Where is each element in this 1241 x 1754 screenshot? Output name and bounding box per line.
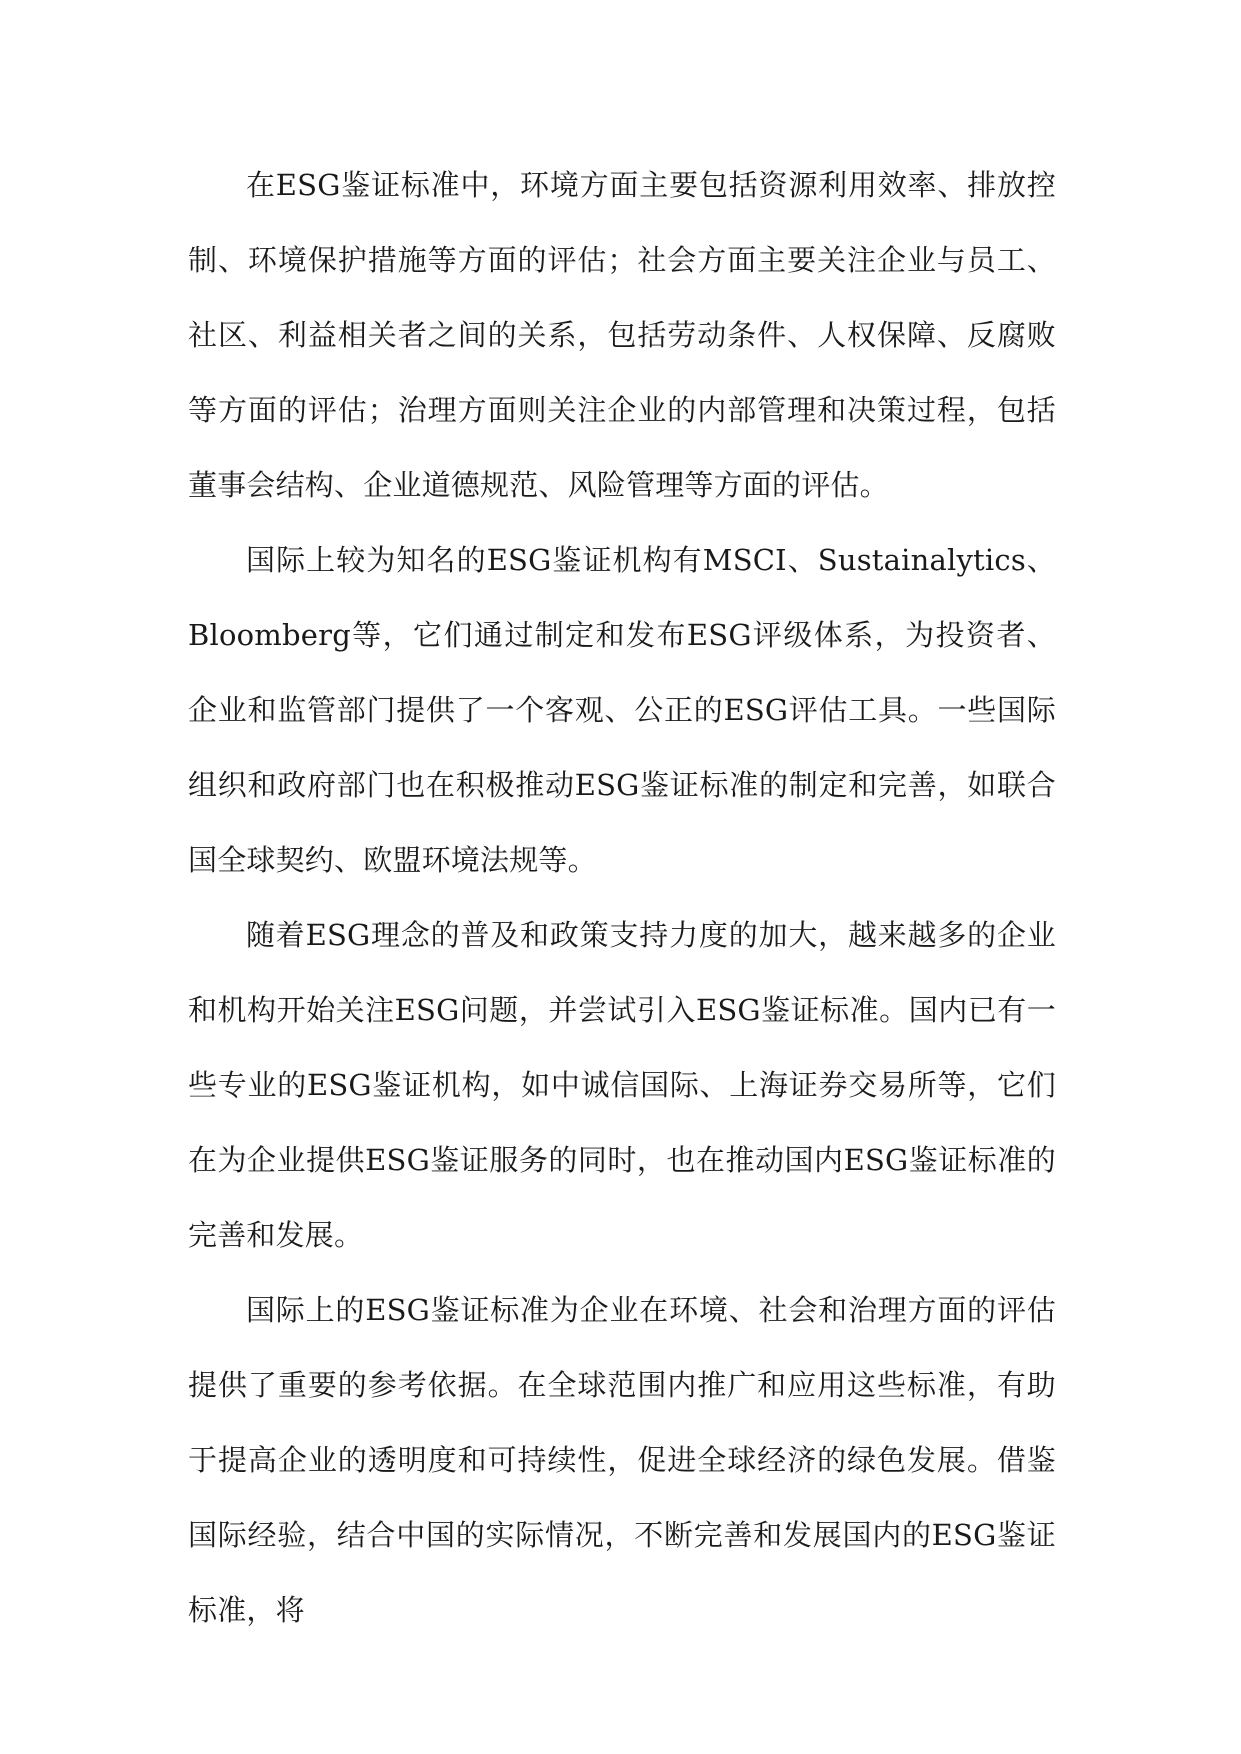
paragraph-international-agencies: 国际上较为知名的ESG鉴证机构有MSCI、Sustainalytics、Bloomberg等，它们通过制定和发布ESG评级体系，为投资者、企业和监管部门提供了一个客观、公正的ESG评估工具。一些国际组织和政府部门也在积极推动ESG鉴证标准的制定和完善，如联合国全球契约、欧盟环境法规等。 [188, 543, 1056, 877]
paragraph-reference-significance: 国际上的ESG鉴证标准为企业在环境、社会和治理方面的评估提供了重要的参考依据。在全球范围内推广和应用这些标准，有助于提高企业的透明度和可持续性，促进全球经济的绿色发展。借鉴国际经验，结合中国的实际情况，不断完善和发展国内的ESG鉴证标准，将 [188, 1293, 1056, 1627]
document-body [188, 148, 1056, 1648]
paragraph-esg-standard-aspects: 在ESG鉴证标准中，环境方面主要包括资源利用效率、排放控制、环境保护措施等方面的评估；社会方面主要关注企业与员工、社区、利益相关者之间的关系，包括劳动条件、人权保障、反腐败等方面的评估；治理方面则关注企业的内部管理和决策过程，包括董事会结构、企业道德规范、风险管理等方面的评估。 [188, 168, 1056, 502]
paragraph-domestic-development: 随着ESG理念的普及和政策支持力度的加大，越来越多的企业和机构开始关注ESG问题，并尝试引入ESG鉴证标准。国内已有一些专业的ESG鉴证机构，如中诚信国际、上海证券交易所等，它们在为企业提供ESG鉴证服务的同时，也在推动国内ESG鉴证标准的完善和发展。 [188, 918, 1056, 1252]
